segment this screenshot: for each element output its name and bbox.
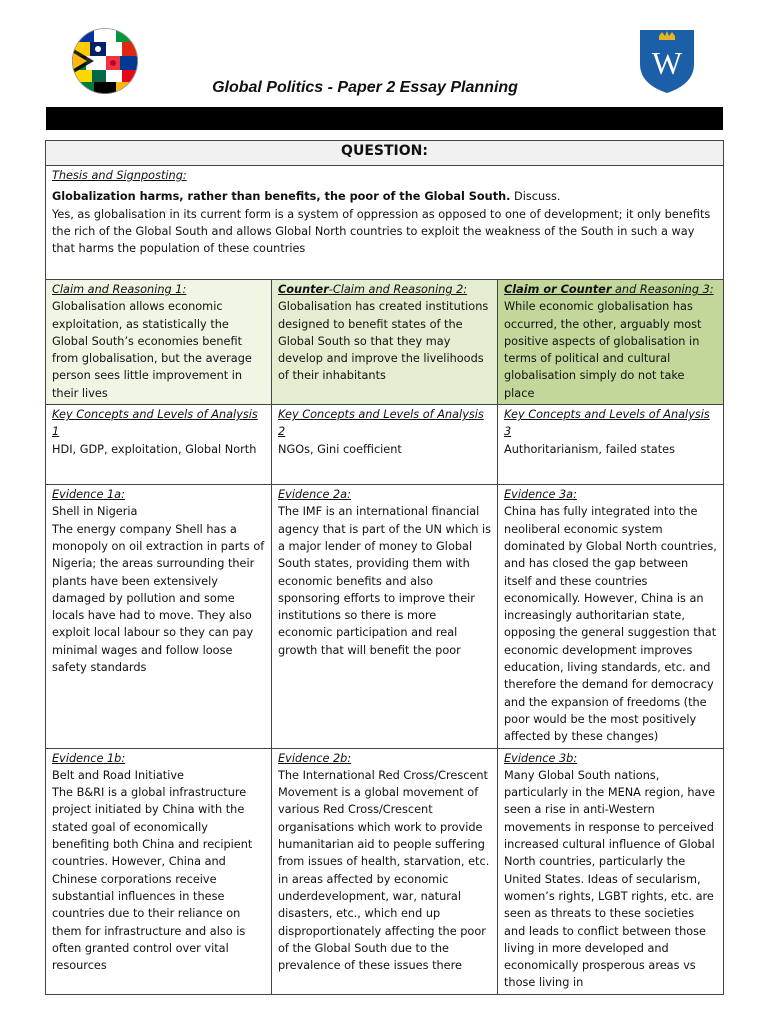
thesis-label: Thesis and Signposting: — [52, 169, 187, 182]
concepts-3-text: Authoritarianism, failed states — [504, 442, 675, 456]
concepts-row — [46, 405, 724, 485]
page-title: Global Politics - Paper 2 Essay Planning — [212, 79, 518, 96]
evidence-2a-cell — [272, 485, 498, 748]
evidence-2a-text: The IMF is an international financial agency that is part of the UN which is a major lender of money to Global South states, providing them with economic benefits and also sponsoring efforts to improve their institutions so there is more economic participation and real growth that will benefit the poor — [278, 505, 492, 657]
thesis-row — [46, 166, 724, 280]
evidence-3a-cell — [498, 485, 724, 748]
claim-3-label: and Reasoning 3: — [611, 283, 714, 296]
evidence-1a-title: Shell in Nigeria — [52, 505, 138, 519]
evidence-b-row — [46, 748, 724, 994]
evidence-1b-label: Evidence 1b: — [52, 751, 126, 765]
question-label: QUESTION: — [46, 141, 724, 166]
essay-question: Globalization harms, rather than benefits, the poor of the Global South. — [52, 190, 511, 204]
evidence-3a-label: Evidence 3a: — [504, 488, 577, 502]
concepts-cell-3 — [498, 405, 724, 485]
evidence-1b-cell — [46, 748, 272, 994]
claim-1-label: Claim and Reasoning 1: — [52, 283, 187, 296]
question-row — [46, 141, 724, 166]
claim-2-text: Globalisation has created institutions designed to benefit states of the Global South so that they may develop and improve the livelihoods of their inhabitants — [278, 300, 489, 383]
concepts-cell-1 — [46, 405, 272, 485]
claim-cell-1 — [46, 280, 272, 405]
thesis-answer: Yes, as globalisation in its current form is a system of oppression as opposed to one of development; it only benefits the rich of the Global South and allows Global North countries to exploit the weakness of the South in such a way that harms the population of these countries — [52, 207, 711, 256]
evidence-a-row — [46, 485, 724, 748]
concepts-2-label: Key Concepts and Levels of Analysis 2 — [278, 408, 484, 439]
evidence-3a-text: China has fully integrated into the neoliberal economic system dominated by Global North countries, and has closed the gap between itself and these countries economically. However, China is an increasingly authoritarian state, opposing the general suggestion that economic development improves education, living standards, etc. and therefore the demand for democracy and the expansion of freedoms (the poor would be the most positively affected by these changes) — [504, 505, 717, 744]
claim-2-label-emph: Counter — [278, 283, 329, 296]
concepts-3-label: Key Concepts and Levels of Analysis 3 — [504, 408, 710, 439]
claim-1-text: Globalisation allows economic exploitation, as statistically the Global South’s economies benefit from globalisation, but the average person sees little improvement in their lives — [52, 300, 252, 400]
black-banner — [46, 107, 723, 130]
evidence-1a-cell — [46, 485, 272, 748]
claim-3-text: While economic globalisation has occurred, the other, arguably most positive aspects of globalisation in terms of political and cultural globalisation simply do not take place — [504, 300, 702, 400]
evidence-2b-text: The International Red Cross/Crescent Movement is a global movement of various Red Cross/Crescent organisations which work to provide humanitarian aid to people suffering from issues of health, starvation, etc. in areas affected by economic underdevelopment, war, natural disasters, etc., which end up disproportionately affecting the poor of the Global South due to the prevalence of these issues there — [278, 768, 490, 973]
claim-cell-3 — [498, 280, 724, 405]
concepts-2-text: NGOs, Gini coefficient — [278, 442, 402, 456]
concepts-1-label: Key Concepts and Levels of Analysis 1 — [52, 408, 258, 439]
claim-cell-2 — [272, 280, 498, 405]
thesis-cell — [46, 166, 724, 280]
evidence-1a-label: Evidence 1a: — [52, 488, 125, 502]
evidence-3b-text: Many Global South nations, particularly in the MENA region, have seen a rise in anti-Western movements in response to perceived increased cultural influence of Global North countries, particularly the United States. Ideas of secularism, women’s rights, LGBT rights, etc. are seen as threats to these societies and leads to conflict between those living in more developed and economically prosperous areas vs those living in — [504, 768, 716, 990]
concepts-1-text: HDI, GDP, exploitation, Global North — [52, 442, 257, 456]
evidence-1b-title: Belt and Road Initiative — [52, 768, 184, 782]
claim-2-label: -Claim and Reasoning 2: — [328, 283, 468, 296]
claims-row — [46, 280, 724, 405]
evidence-1b-text: The B&RI is a global infrastructure project initiated by China with the stated goal of economically benefiting both China and recipient countries. However, China and Chinese corporations receive substantial influences in these countries due to their reliance on them for infrastructure and also is often granted control over vital resources — [52, 786, 253, 973]
evidence-3b-cell — [498, 748, 724, 994]
concepts-cell-2 — [272, 405, 498, 485]
evidence-2a-label: Evidence 2a: — [278, 488, 351, 502]
essay-planning-table — [45, 140, 724, 995]
claim-3-label-emph: Claim or Counter — [504, 283, 612, 296]
evidence-2b-label: Evidence 2b: — [278, 751, 352, 765]
evidence-2b-cell — [272, 748, 498, 994]
evidence-1a-text: The energy company Shell has a monopoly on oil extraction in parts of Nigeria; the areas surrounding their plants have been extensively damaged by pollution and some locals have had to move. They also exploit local labour so they can pay minimal wages and follow loose safety standards — [52, 522, 265, 675]
command-term: Discuss. — [514, 190, 561, 204]
crest-letter: W — [651, 45, 683, 81]
evidence-3b-label: Evidence 3b: — [504, 751, 578, 765]
